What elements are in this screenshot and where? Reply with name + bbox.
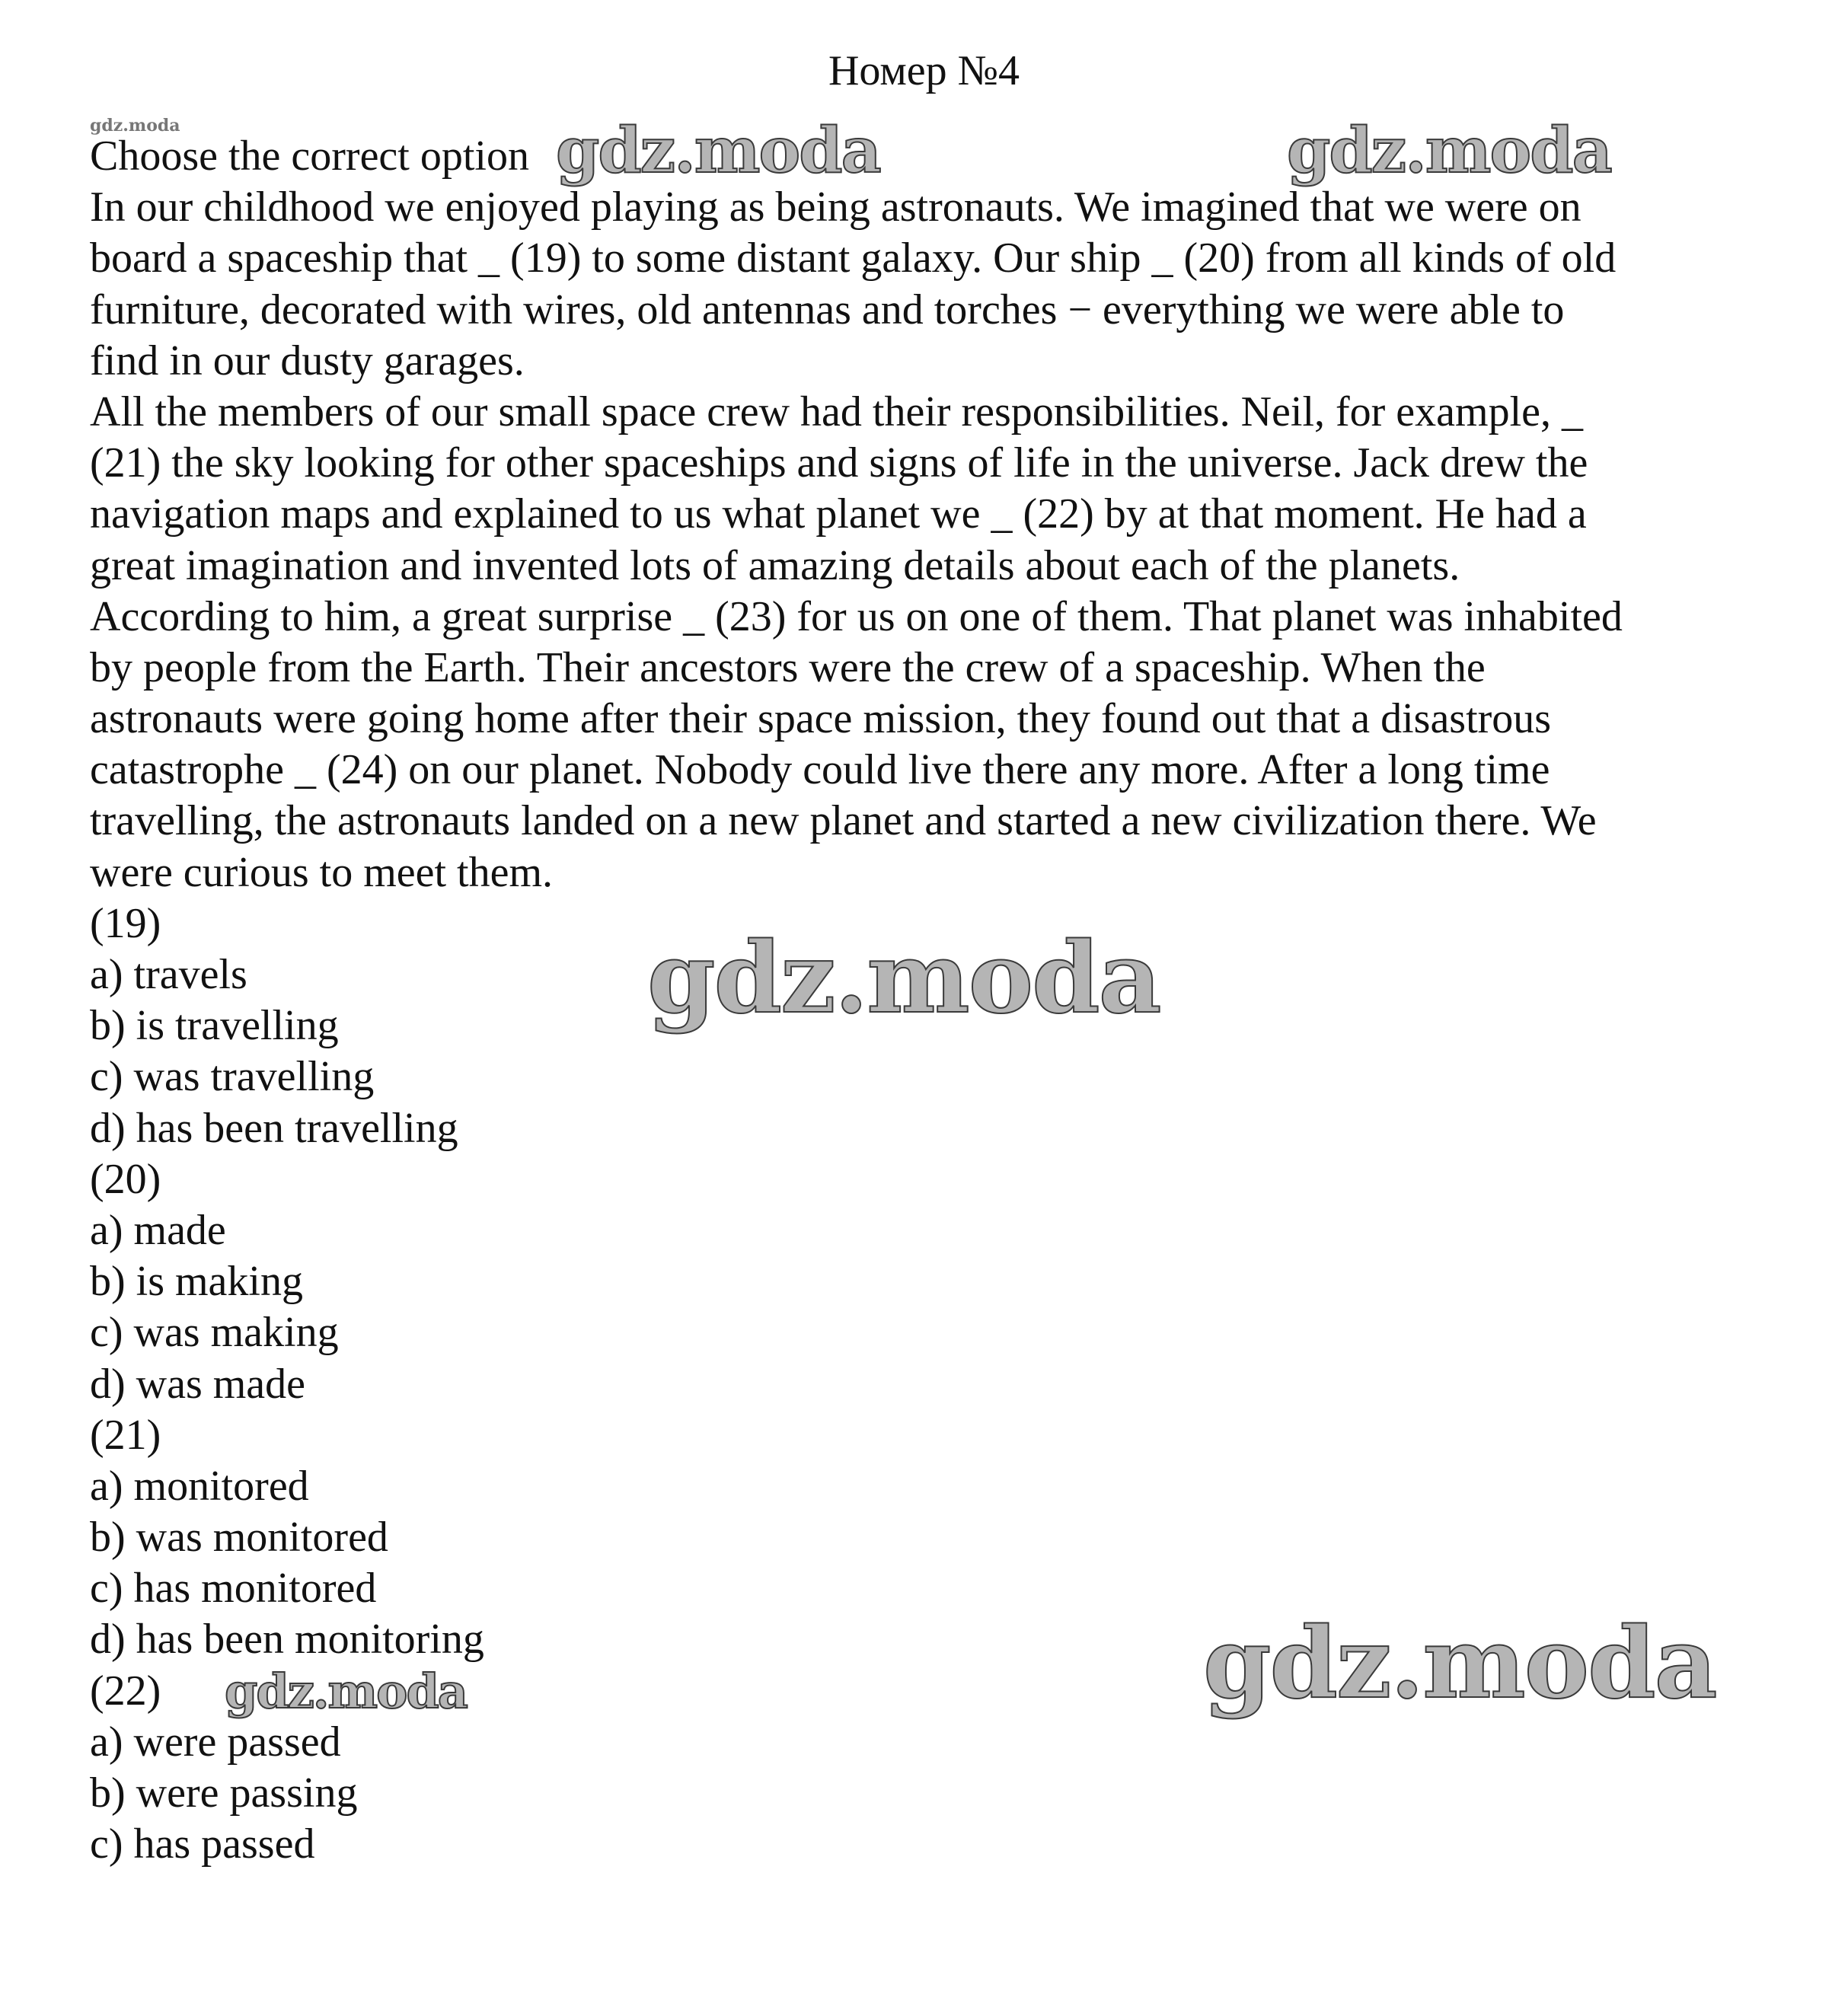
answer-option: b) was monitored <box>90 1514 388 1562</box>
text-line: According to him, a great surprise _ (23) for us on one of them. That planet was inhabited <box>90 592 1623 640</box>
watermark-logo: gdz.moda <box>1203 1606 1716 1721</box>
text-line: by people from the Earth. Their ancestors were the crew of a spaceship. When the <box>90 643 1486 691</box>
text-line: navigation maps and explained to us what planet we _ (22) by at that moment. He had a <box>90 490 1587 538</box>
text-line: catastrophe _ (24) on our planet. Nobody could live there any more. After a long time <box>90 746 1550 794</box>
answer-option: b) were passing <box>90 1769 358 1817</box>
question-number: (21) <box>90 1411 161 1459</box>
page-title: Номер №4 <box>828 47 1020 94</box>
text-line: travelling, the astronauts landed on a new planet and started a new civilization there. We <box>90 797 1597 845</box>
text-line: (21) the sky looking for other spaceships and signs of life in the universe. Jack drew the <box>90 439 1588 487</box>
question-20 <box>90 1154 1765 1410</box>
answer-option: a) were passed <box>90 1718 341 1766</box>
answer-option: d) was made <box>90 1360 306 1408</box>
answer-option: a) made <box>90 1206 226 1254</box>
answer-option: c) has monitored <box>90 1565 377 1613</box>
text-line: In our childhood we enjoyed playing as being astronauts. We imagined that we were on <box>90 183 1581 231</box>
watermark-logo: gdz.moda <box>647 921 1160 1035</box>
answer-option: d) has been travelling <box>90 1104 458 1152</box>
question-number: (19) <box>90 899 161 947</box>
answer-option: a) monitored <box>90 1462 309 1510</box>
text-line: All the members of our small space crew had their responsibilities. Neil, for example, _ <box>90 388 1583 435</box>
watermark-logo: gdz.moda <box>556 114 880 187</box>
answer-option: c) has passed <box>90 1820 315 1868</box>
watermark-small: gdz.moda <box>90 116 180 136</box>
text-line: great imagination and invented lots of amazing details about each of the planets. <box>90 541 1460 589</box>
answer-option: d) has been monitoring <box>90 1616 484 1664</box>
task-text <box>90 182 1765 898</box>
answer-option: b) is making <box>90 1258 303 1306</box>
answer-option: c) was travelling <box>90 1053 375 1101</box>
task-instruction: Choose the correct option <box>90 132 529 180</box>
question-number: (22) <box>90 1667 161 1715</box>
text-line: board a spaceship that _ (19) to some distant galaxy. Our ship _ (20) from all kinds of old <box>90 234 1617 282</box>
text-line: find in our dusty garages. <box>90 337 525 384</box>
answer-option: a) travels <box>90 951 247 998</box>
watermark-logo: gdz.moda <box>225 1664 467 1719</box>
question-number: (20) <box>90 1155 161 1203</box>
text-line: furniture, decorated with wires, old antennas and torches − everything we were able to <box>90 286 1565 333</box>
text-line: astronauts were going home after their space mission, they found out that a disastrous <box>90 695 1552 743</box>
answer-option: b) is travelling <box>90 1002 339 1050</box>
answer-option: c) was making <box>90 1309 339 1357</box>
text-line: were curious to meet them. <box>90 848 554 896</box>
watermark-logo: gdz.moda <box>1287 114 1611 187</box>
